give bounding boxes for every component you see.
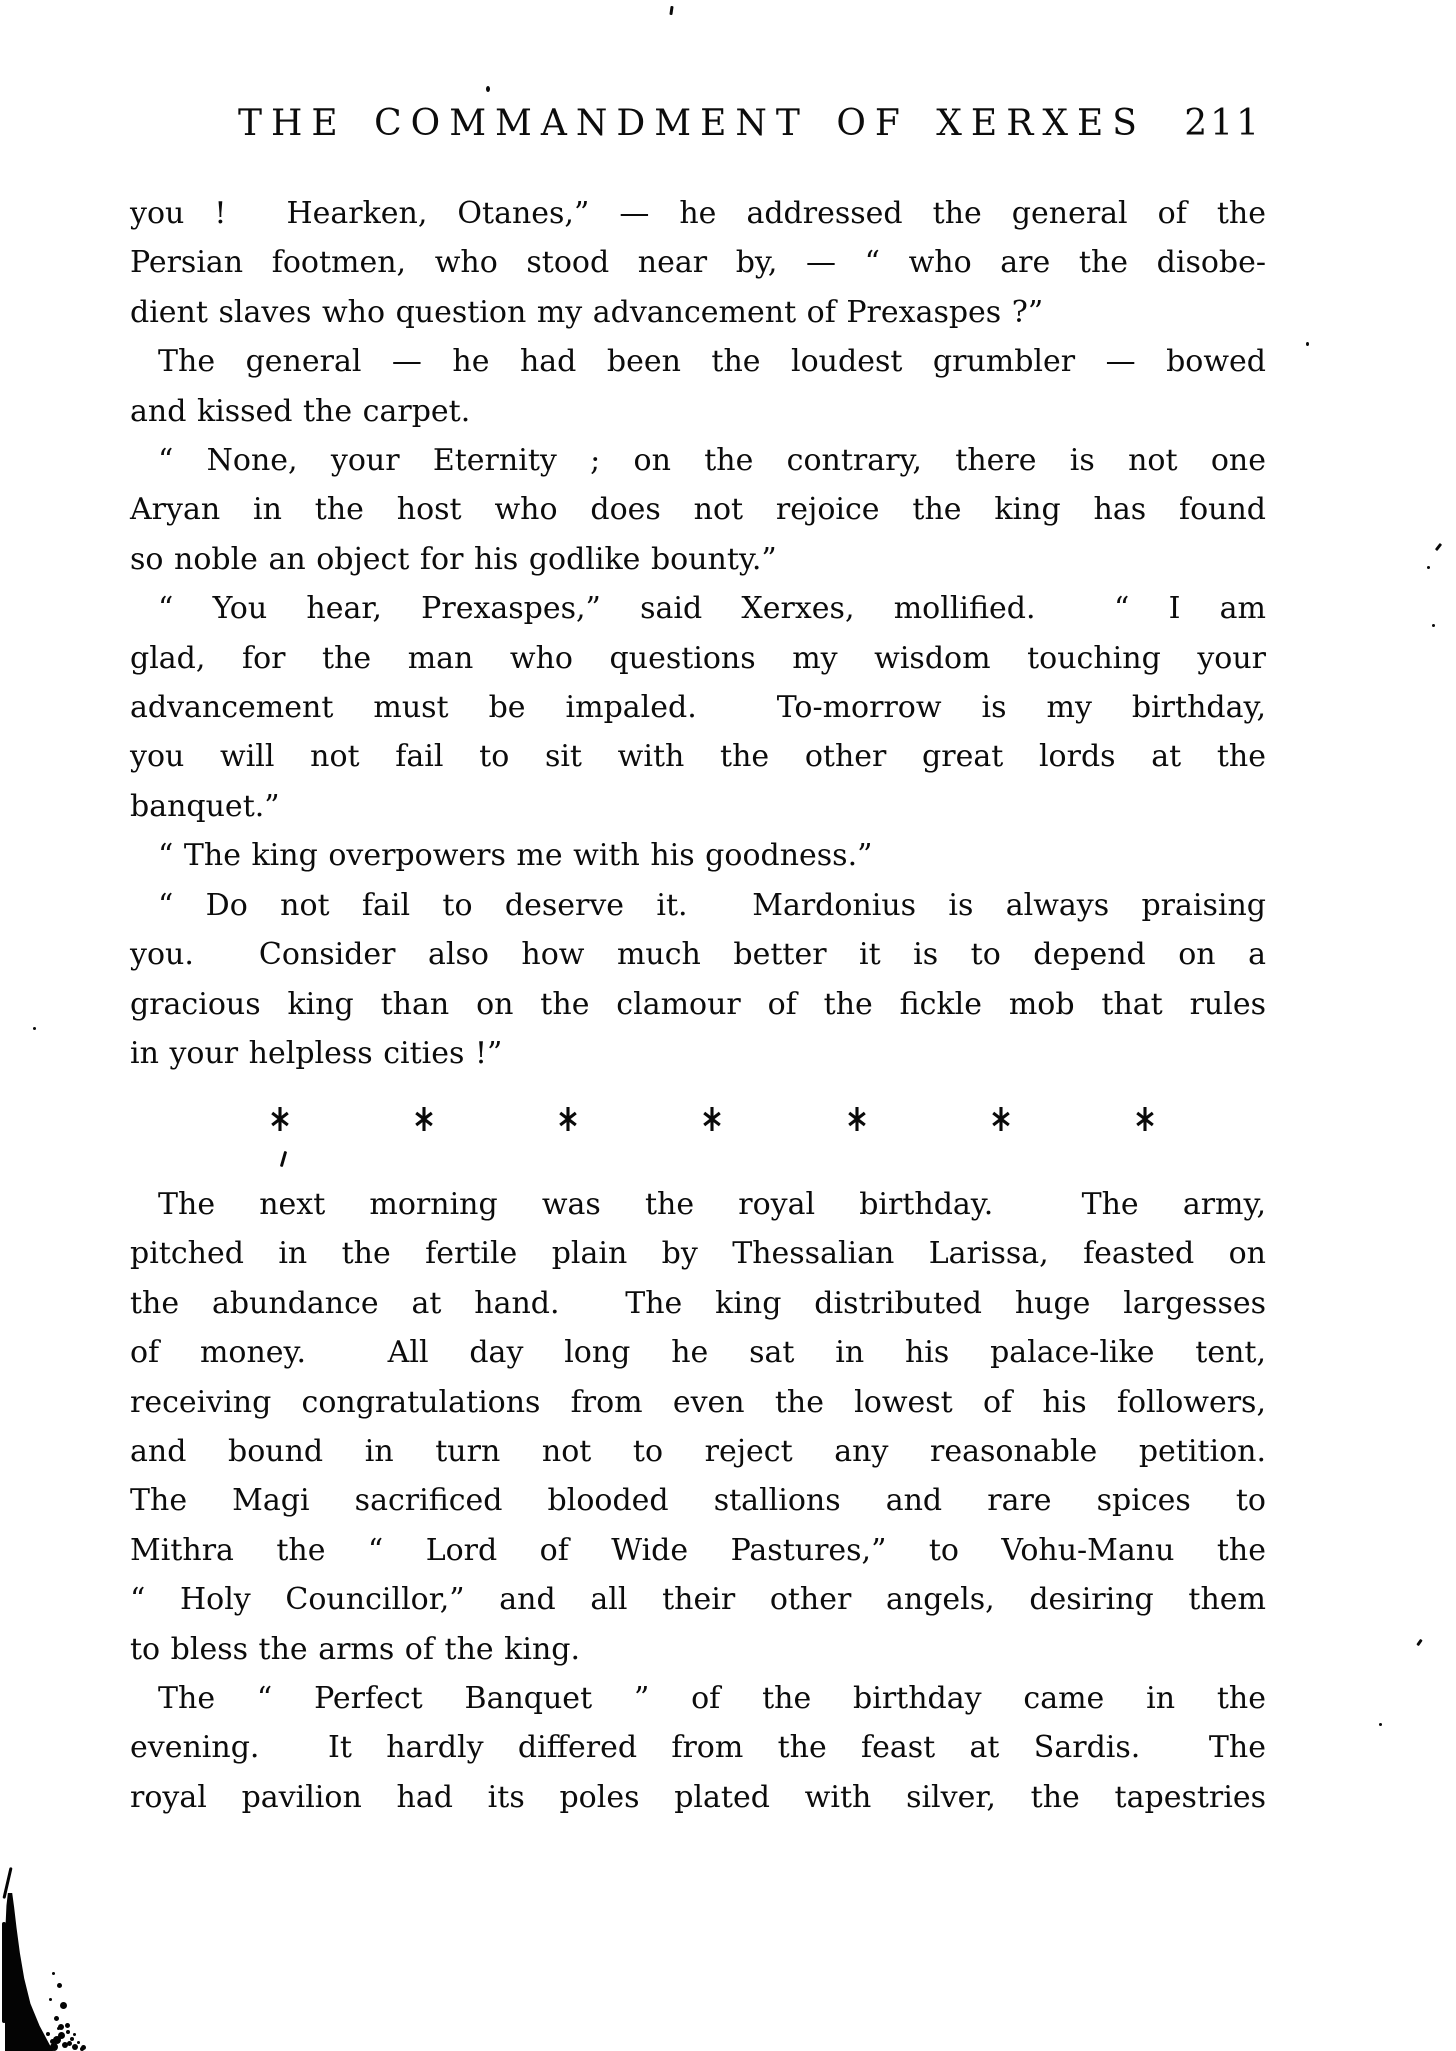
text-line: evening. It hardly differed from the feast at Sardis. The — [130, 1730, 1266, 1766]
asterisk-icon — [702, 1106, 722, 1132]
text-line: receiving congratulations from even the lowest of his followers, — [130, 1384, 1266, 1420]
section-divider — [270, 1106, 1155, 1134]
text-line: dient slaves who question my advancement of Prexaspes ?” — [130, 294, 1044, 330]
text-line: and bound in turn not to reject any reasonable petition. — [130, 1434, 1266, 1470]
text-line: “ Holy Councillor,” and all their other angels, desiring them — [130, 1582, 1266, 1618]
text-line: royal pavilion had its poles plated with silver, the tapestries — [130, 1779, 1266, 1815]
scan-speck — [33, 1027, 36, 1030]
text-line: so noble an object for his godlike bounty.” — [130, 541, 777, 577]
text-line: to bless the arms of the king. — [130, 1631, 581, 1667]
text-line: “ The king overpowers me with his goodness.” — [158, 838, 873, 874]
asterisk-icon — [414, 1106, 434, 1132]
body-text-block-upper — [130, 189, 1266, 1078]
text-line: “ None, your Eternity ; on the contrary, there is not one — [158, 443, 1266, 479]
text-line: gracious king than on the clamour of the fickle mob that rules — [130, 986, 1266, 1022]
text-line: and kissed the carpet. — [130, 393, 471, 429]
asterisk-icon — [270, 1106, 290, 1132]
text-line: you will not fail to sit with the other great lords at the — [130, 739, 1266, 775]
asterisk-icon — [558, 1106, 578, 1132]
text-line: advancement must be impaled. To-morrow is my birthday, — [130, 690, 1266, 726]
ink-spray-artifact — [46, 2032, 50, 2036]
text-line: Mithra the “ Lord of Wide Pastures,” to Vohu-Manu the — [130, 1532, 1266, 1568]
text-line: Persian footmen, who stood near by, — “ who are the disobe- — [130, 245, 1266, 281]
text-line: the abundance at hand. The king distributed huge largesses — [130, 1285, 1266, 1321]
scan-speck — [1432, 624, 1435, 627]
text-line: in your helpless cities !” — [130, 1035, 503, 1071]
asterisk-icon — [1135, 1106, 1155, 1132]
text-line: pitched in the fertile plain by Thessalian Larissa, feasted on — [130, 1236, 1266, 1272]
running-title: THE COMMANDMENT OF XERXES — [238, 103, 1146, 144]
text-line: The “ Perfect Banquet ” of the birthday came in the — [158, 1681, 1266, 1717]
text-line: The general — he had been the loudest grumbler — bowed — [158, 344, 1266, 380]
scan-speck — [1416, 1639, 1422, 1646]
page-number: 211 — [1184, 103, 1262, 144]
ink-spray-artifact — [52, 1972, 55, 1975]
scan-speck — [280, 1151, 287, 1167]
scan-speck — [1306, 342, 1309, 346]
text-line: you. Consider also how much better it is to depend on a — [130, 937, 1266, 973]
scan-speck — [1435, 543, 1442, 551]
ink-blot-line-artifact — [2, 1922, 6, 2023]
text-line: glad, for the man who questions my wisdom touching your — [130, 640, 1266, 676]
scan-speck — [669, 6, 673, 15]
asterisk-icon — [991, 1106, 1011, 1132]
text-line: Aryan in the host who does not rejoice the king has found — [130, 492, 1266, 528]
scan-speck — [486, 86, 490, 92]
text-line: The Magi sacrificed blooded stallions and rare spices to — [130, 1483, 1266, 1519]
scan-speck — [1427, 566, 1430, 569]
text-line: The next morning was the royal birthday. The army, — [158, 1187, 1266, 1222]
text-line: “ Do not fail to deserve it. Mardonius is always praising — [158, 887, 1266, 923]
text-line: you ! Hearken, Otanes,” — he addressed the general of the — [130, 196, 1266, 231]
text-line: banquet.” — [130, 788, 280, 824]
scan-speck — [1379, 1723, 1382, 1726]
ink-blot-artifact — [5, 1893, 53, 2051]
text-line: of money. All day long he sat in his palace-like tent, — [130, 1335, 1266, 1371]
asterisk-icon — [847, 1106, 867, 1132]
text-line: “ You hear, Prexaspes,” said Xerxes, mollified. “ I am — [158, 591, 1266, 627]
body-text-block-lower — [130, 1180, 1266, 1822]
